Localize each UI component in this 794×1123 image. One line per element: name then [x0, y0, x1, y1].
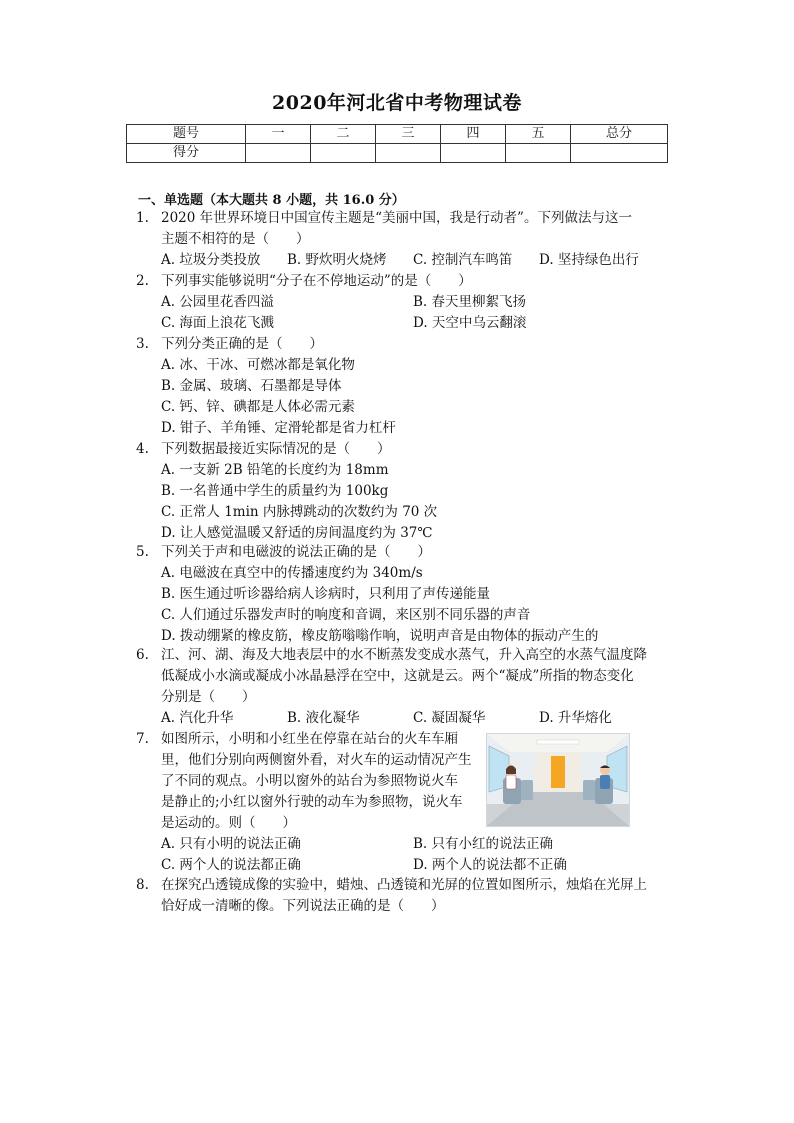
question-number: 3. — [136, 336, 149, 352]
options-row — [161, 250, 666, 271]
question-stem-line: 2020 年世界环境日中国宣传主题是“美丽中国，我是行动者”。下列做法与这一 — [161, 210, 632, 226]
options-row — [161, 292, 666, 313]
score-input-cell[interactable] — [376, 144, 441, 163]
train-carriage-illustration — [486, 733, 630, 827]
question-number: 1. — [136, 210, 149, 226]
option-a[interactable]: A. 只有小明的说法正确 — [161, 836, 301, 852]
option-d[interactable]: D. 钳子、羊角锤、定滑轮都是省力杠杆 — [161, 420, 396, 436]
options-row — [161, 313, 666, 334]
option-c[interactable]: C. 两个人的说法都正确 — [161, 857, 301, 873]
table-cell: 三 — [376, 125, 441, 144]
question-stem-line: 里，他们分别向两侧窗外看，对火车的运动情况产生 — [161, 752, 472, 768]
question-6 — [136, 645, 666, 729]
option-d[interactable]: D. 让人感觉温暖又舒适的房间温度约为 37℃ — [161, 525, 433, 541]
question-stem-line: 低凝成小水滴或凝成小冰晶悬浮在空中，这就是云。两个“凝成”所指的物态变化 — [161, 668, 634, 684]
question-stem-line: 了不同的观点。小明以窗外的站台为参照物说火车 — [161, 773, 458, 789]
question-stem-line: 分别是（ ） — [161, 689, 256, 705]
score-input-cell[interactable] — [571, 144, 668, 163]
option-d[interactable]: D. 天空中乌云翻滚 — [413, 315, 527, 331]
question-stem-line: 是运动的。则（ ） — [161, 815, 296, 831]
question-1 — [136, 208, 666, 271]
option-c[interactable]: C. 凝固凝华 — [413, 710, 486, 726]
question-stem-line: 是静止的;小红以窗外行驶的动车为参照物，说火车 — [161, 794, 463, 810]
option-d[interactable]: D. 升华熔化 — [539, 710, 612, 726]
option-d[interactable]: D. 两个人的说法都不正确 — [413, 857, 567, 873]
question-number: 4. — [136, 441, 149, 457]
option-b[interactable]: B. 只有小红的说法正确 — [413, 836, 554, 852]
option-a[interactable]: A. 汽化升华 — [161, 710, 234, 726]
option-b[interactable]: B. 野炊明火烧烤 — [287, 252, 387, 268]
option-c[interactable]: C. 控制汽车鸣笛 — [413, 252, 513, 268]
option-c[interactable]: C. 人们通过乐器发声时的响度和音调，来区别不同乐器的声音 — [161, 607, 531, 623]
score-input-cell[interactable] — [246, 144, 311, 163]
option-c[interactable]: C. 正常人 1min 内脉搏跳动的次数约为 70 次 — [161, 504, 438, 520]
question-stem-line: 下列关于声和电磁波的说法正确的是（ ） — [161, 544, 431, 560]
question-stem-line: 如图所示，小明和小红坐在停靠在站台的火车车厢 — [161, 731, 458, 747]
option-b[interactable]: B. 一名普通中学生的质量约为 100kg — [161, 483, 389, 499]
table-row — [127, 125, 668, 144]
question-number: 7. — [136, 731, 149, 747]
page-title: 2020年河北省中考物理试卷 — [272, 92, 522, 114]
question-2 — [136, 271, 666, 334]
option-b[interactable]: B. 春天里柳絮飞扬 — [413, 294, 527, 310]
option-b[interactable]: B. 液化凝华 — [287, 710, 360, 726]
question-stem-line: 下列事实能够说明“分子在不停地运动”的是（ ） — [161, 273, 472, 289]
table-cell: 题号 — [127, 125, 246, 144]
question-stem-line: 江、河、湖、海及大地表层中的水不断蒸发变成水蒸气，升入高空的水蒸气温度降 — [161, 647, 647, 663]
question-number: 5. — [136, 544, 149, 560]
table-row — [127, 144, 668, 163]
section-heading: 一、单选题（本大题共 8 小题，共 16.0 分） — [138, 193, 405, 208]
option-a[interactable]: A. 一支新 2B 铅笔的长度约为 18mm — [161, 462, 389, 478]
option-a[interactable]: A. 垃圾分类投放 — [161, 252, 261, 268]
score-table — [126, 124, 668, 163]
question-stem-line: 下列分类正确的是（ ） — [161, 336, 323, 352]
option-a[interactable]: A. 电磁波在真空中的传播速度约为 340m/s — [161, 565, 423, 581]
score-input-cell[interactable] — [311, 144, 376, 163]
option-d[interactable]: D. 拨动绷紧的橡皮筋，橡皮筋嗡嗡作响，说明声音是由物体的振动产生的 — [161, 628, 599, 644]
question-3 — [136, 334, 666, 439]
score-input-cell[interactable] — [441, 144, 506, 163]
question-number: 8. — [136, 877, 149, 893]
option-a[interactable]: A. 公园里花香四溢 — [161, 294, 274, 310]
options-row — [161, 834, 666, 855]
table-cell: 二 — [311, 125, 376, 144]
option-c[interactable]: C. 钙、锌、碘都是人体必需元素 — [161, 399, 355, 415]
question-4 — [136, 439, 666, 544]
table-cell: 五 — [506, 125, 571, 144]
option-b[interactable]: B. 金属、玻璃、石墨都是导体 — [161, 378, 342, 394]
option-b[interactable]: B. 医生通过听诊器给病人诊病时，只利用了声传递能量 — [161, 586, 491, 602]
option-a[interactable]: A. 冰、干冰、可燃冰都是氧化物 — [161, 357, 355, 373]
table-cell: 四 — [441, 125, 506, 144]
table-cell: 得分 — [127, 144, 246, 163]
table-cell: 总分 — [571, 125, 668, 144]
train-carriage-image — [487, 734, 629, 826]
score-input-cell[interactable] — [506, 144, 571, 163]
question-stem-line: 在探究凸透镜成像的实验中，蜡烛、凸透镜和光屏的位置如图所示，烛焰在光屏上 — [161, 877, 647, 893]
question-8 — [136, 875, 666, 917]
options-row — [161, 855, 666, 876]
question-number: 6. — [136, 647, 149, 663]
question-stem-line: 主题不相符的是（ ） — [161, 231, 310, 247]
question-5 — [136, 542, 666, 647]
table-cell: 一 — [246, 125, 311, 144]
question-stem-line: 恰好成一清晰的像。下列说法正确的是（ ） — [161, 898, 445, 914]
option-c[interactable]: C. 海面上浪花飞溅 — [161, 315, 274, 331]
options-row — [161, 708, 666, 729]
question-number: 2. — [136, 273, 149, 289]
question-stem-line: 下列数据最接近实际情况的是（ ） — [161, 441, 391, 457]
option-d[interactable]: D. 坚持绿色出行 — [539, 252, 639, 268]
